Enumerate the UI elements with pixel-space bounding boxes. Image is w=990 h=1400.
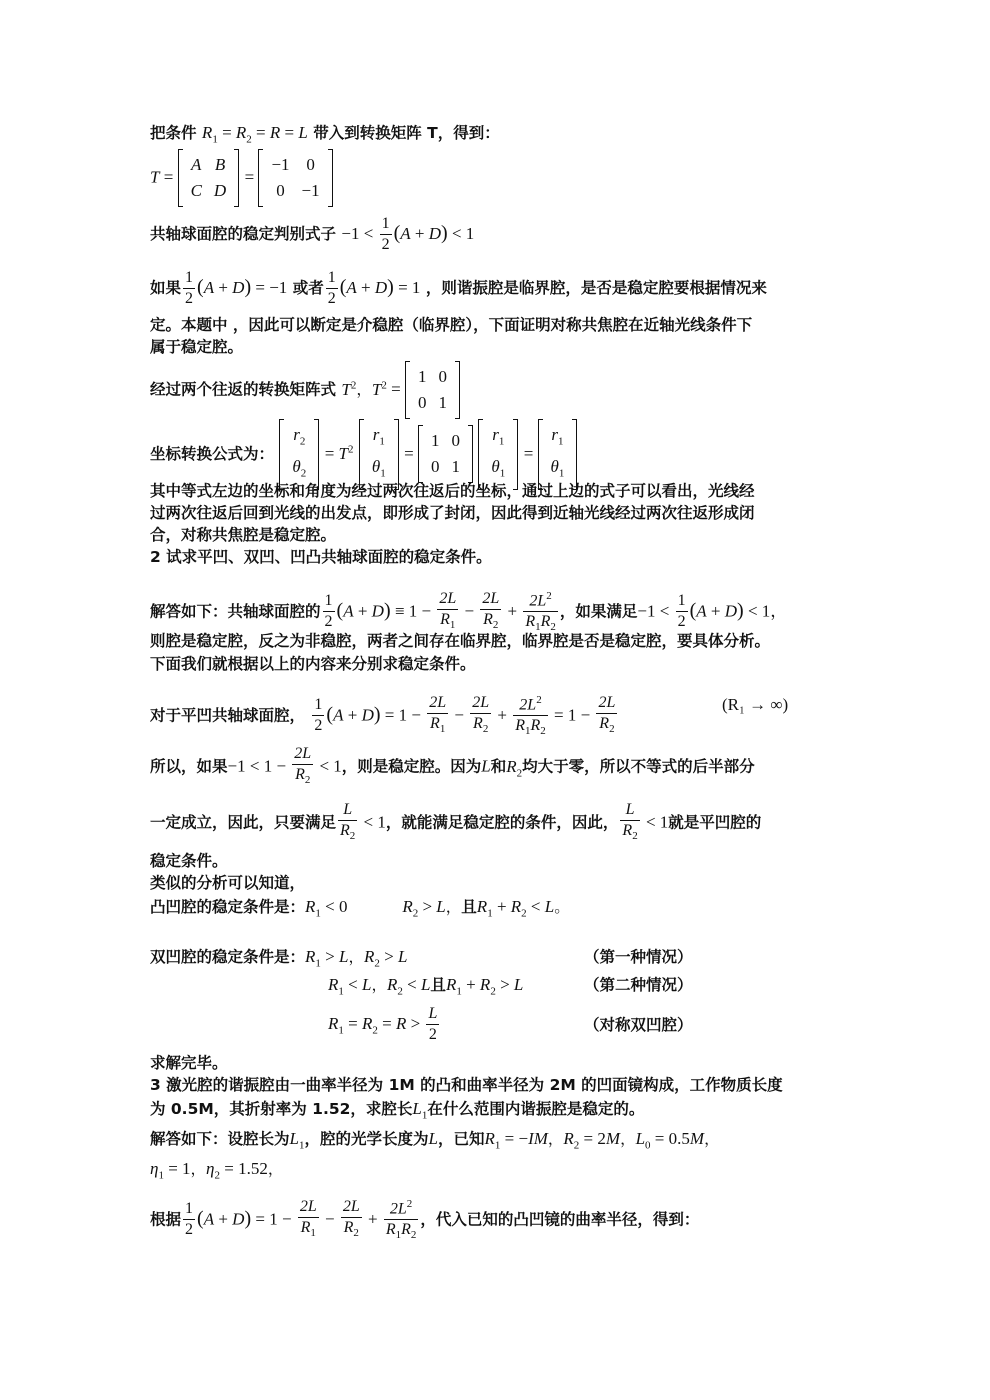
text-line: 求解完毕。 [150,1054,228,1072]
question-3-line2: 为 0.5M，其折射率为 1.52，求腔长$L_1$在什么范围内谐振腔是稳定的。 [150,1099,645,1122]
text: 且 [461,898,477,916]
text: 凸凹腔的稳定条件是： [150,898,306,916]
text: 双凹腔的稳定条件是： [150,948,306,966]
text: 如果 [150,279,182,297]
matrix: $r_2$ $\theta_2$ [279,420,319,489]
text: ，腔的光学长度为 [304,1130,429,1148]
line-aotu: 凸凹腔的稳定条件是：$R_1 < 0$ $R_2 > L$，且$R_1 + R_2 < L$。 [150,897,570,920]
text: 对于平凹共轴球面腔， [150,706,306,725]
text: 就是平凹腔的 [668,813,762,832]
line-yiding: 一定成立，因此，只要满足 $\frac{L}{R_2}$ < 1，就能满足稳定腔的条件，因此， $\frac{L}{R_2}$ < 1就是平凹腔的 [150,801,762,843]
text-line: 其中等式左边的坐标和角度为经过两次往返后的坐标，通过上边的式子可以看出，光线经 [150,482,755,500]
text: 和 [490,757,507,776]
text: ，已知 [437,1130,485,1148]
line-if: 如果 $\frac{1}{2}$ (A + D) = −1 或者 $\frac{1}{2}$ (A + D) = 1 ，则谐振腔是临界腔，是否是稳定腔要根据情况来 [150,269,767,307]
text: ，代入已知的凸凹镜的曲率半径，得到： [420,1210,700,1229]
text-line: 合，对称共焦腔是稳定腔。 [150,526,337,544]
text: 带入到转换矩阵 T，得到： [313,124,500,142]
text: 经过两个往返的转换矩阵式 [150,380,337,399]
line-suoyi: 所以，如果−1 < 1 − $\frac{2L}{R_2}$ < 1，则是稳定腔。因为L和$R_2$均大于零，所以不等式的后半部分 [150,745,755,787]
text: 且 [430,976,446,994]
matrix: $r_1$ $\theta_1$ [478,420,518,489]
line-condition: 把条件 $R_1 = R_2 = R = L$ 带入到转换矩阵 T，得到： [150,123,500,146]
case-2: （第二种情况） [584,976,693,994]
matrix-T: T = A B C D = −1 0 0 −1 [150,150,333,206]
text-line: 则腔是稳定腔，反之为非稳腔，两者之间存在临界腔，临界腔是否是稳定腔，要具体分析。 [150,632,771,650]
line-pingao: 对于平凹共轴球面腔， $\frac{1}{2}$ (A + D) = 1 − $\frac{2L}{R_1}$ − $\frac{2L}{R_2}$ + $\frac{2L^2}{R_1R_2}$ = 1 − $\frac{2L}{R_2}$ [150,690,619,742]
text: ，如果满足 [559,602,638,621]
matrix: −1 0 0 −1 [258,150,332,206]
text-line: 类似的分析可以知道， [150,874,306,892]
text: 均大于零，所以不等式的后半部分 [522,757,755,776]
question-3: 3 激光腔的谐振腔由一曲率半径为 1M 的凸和曲率半径为 2M 的凹面镜构成，工作物质长度 [150,1076,783,1094]
text-line: 下面我们就根据以上的内容来分别求稳定条件。 [150,655,476,673]
question-2: 2 试求平凹、双凹、凹凸共轴球面腔的稳定条件。 [150,548,492,566]
text-line: 稳定条件。 [150,852,228,870]
text-line: 属于稳定腔。 [150,338,244,356]
text: 解答如下：设腔长为 [150,1130,290,1148]
matrix: A B C D [178,150,240,206]
text: 坐标转换公式为： [150,444,275,463]
text: ，就能满足稳定腔的条件，因此， [385,813,619,832]
text: 在什么范围内谐振腔是稳定的。 [427,1100,645,1118]
text: 或者 [292,279,324,297]
text: 把条件 [150,124,197,142]
line-T2: 经过两个往返的转换矩阵式 $T^2$，$T^2$ = 1 0 0 1 [150,362,460,418]
line-criterion: 共轴球面腔的稳定判别式子 −1 < $\frac{1}{2}$ (A + D) < 1 [150,215,475,253]
text: ，则谐振腔是临界腔，是否是稳定腔要根据情况来 [425,279,767,297]
text: ，则是稳定腔。因为 [341,757,482,776]
matrix: 1 0 0 1 [405,362,460,418]
matrix: $r_1$ $\theta_1$ [359,420,399,489]
text: 根据 [150,1210,182,1229]
text: 一定成立，因此，只要满足 [150,813,337,832]
line-genju: 根据 $\frac{1}{2}$ (A + D) = 1 − $\frac{2L}{R_1}$ − $\frac{2L}{R_2}$ + $\frac{2L^2}{R_1R_2}$ ，代入已知的凸凹镜的曲率半径，得到： [150,1194,699,1246]
text-line: 过两次往返后回到光线的出发点，即形成了封闭，因此得到近轴光线经过两次往返形成闭 [150,504,755,522]
line-case2: $R_1 < L$，$R_2 < L$且$R_1 + R_2 > L$ [328,975,524,998]
text: 为 0.5M，其折射率为 1.52，求腔长 [150,1100,413,1118]
matrix: $r_1$ $\theta_1$ [538,420,578,489]
text: 解答如下：共轴球面腔的 [150,602,321,621]
line-shuangao: 双凹腔的稳定条件是：$R_1 > L$，$R_2 > L$ [150,947,408,970]
case-1: （第一种情况） [584,948,693,966]
matrix: 1 0 0 1 [418,426,473,482]
text: 共轴球面腔的稳定判别式子 [150,225,337,243]
line-case3: $R_1 = R_2 = R$ > $\frac{L}{2}$ [328,1005,438,1043]
line-answer2: 解答如下：共轴球面腔的 $\frac{1}{2}$ (A + D) ≡ 1 − $\frac{2L}{R_1}$ − $\frac{2L}{R_2}$ + $\frac{2L^2}{R_1R_2}$ ，如果满足−1 < $\frac{1}{2}$ (A + D) < 1， [150,586,787,638]
line-answer3: 解答如下：设腔长为$L_1$，腔的光学长度为L，已知$R_1 = -IM$，$R_2 = 2M$，$L_0 = 0.5M$， [150,1129,720,1152]
text: 所以，如果 [150,757,228,776]
line-coord: 坐标转换公式为： $r_2$ $\theta_2$ = $T^2$ $r_1$ $\theta_1$ = 1 0 0 1 $r_1$ $\theta_1$ = $r_1$ $\theta_1$ [150,420,577,489]
limit-note: (R₁ → ∞) [722,695,789,714]
text-line: 定。本题中 ，因此可以断定是介稳腔（临界腔），下面证明对称共焦腔在近轴光线条件下 [150,316,753,334]
case-3: （对称双凹腔） [584,1016,693,1034]
line-eta: $\eta_1 = 1$，$\eta_2 = 1.52$， [150,1159,284,1182]
